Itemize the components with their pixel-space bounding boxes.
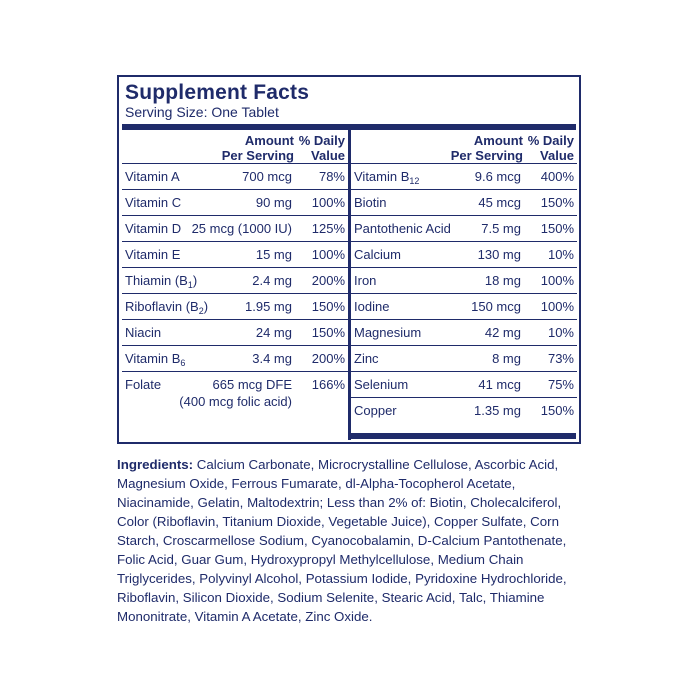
nutrient-row [122, 346, 348, 372]
nutrient-amount: 41 mcg [478, 377, 521, 392]
nutrient-name: Vitamin $B_6$ [125, 351, 186, 368]
nutrient-daily-value: 100% [540, 299, 574, 314]
nutrient-name: Thiamin $(B_1)$ [125, 273, 198, 290]
amount-header: Amount Per Serving [450, 133, 523, 163]
nutrient-row [122, 242, 348, 268]
nutrient-amount: 90 mg [255, 195, 292, 210]
nutrient-name: Calcium [354, 247, 401, 262]
nutrient-name: Copper [354, 403, 397, 418]
nutrient-row [351, 398, 577, 424]
nutrient-amount: 9.6 mcg [474, 169, 521, 184]
nutrient-daily-value: 200% [311, 351, 345, 366]
nutrient-daily-value: 100% [540, 273, 574, 288]
right-column-header [351, 130, 577, 164]
nutrient-row [122, 216, 348, 242]
nutrient-daily-value: 150% [311, 325, 345, 340]
supplement-facts-panel [117, 75, 581, 444]
nutrient-row [351, 190, 577, 216]
nutrient-amount: 665 mcg DFE [212, 377, 292, 392]
nutrient-daily-value: 78% [318, 169, 345, 184]
nutrient-daily-value: 150% [311, 299, 345, 314]
nutrient-amount: 130 mg [477, 247, 521, 262]
nutrient-amount: 3.4 mg [252, 351, 292, 366]
serving-size: Serving Size: One Tablet [125, 104, 279, 120]
nutrient-name: Vitamin A [125, 169, 180, 184]
nutrient-amount: 18 mg [484, 273, 521, 288]
nutrient-name: Folate [125, 377, 162, 392]
nutrient-row [351, 294, 577, 320]
nutrient-name: Magnesium [354, 325, 422, 340]
nutrient-amount: 24 mg [255, 325, 292, 340]
nutrient-amount-note: (400 mcg folic acid) [179, 394, 292, 409]
nutrient-amount: 45 mcg [478, 195, 521, 210]
nutrient-name: Iron [354, 273, 377, 288]
nutrient-row [351, 242, 577, 268]
nutrient-daily-value: 150% [540, 403, 574, 418]
nutrient-name: Riboflavin $(B_2)$ [125, 299, 209, 316]
nutrient-row [351, 268, 577, 294]
nutrient-name: Pantothenic Acid [354, 221, 451, 236]
nutrient-name: Vitamin C [125, 195, 182, 210]
nutrient-row [122, 294, 348, 320]
nutrient-row [122, 320, 348, 346]
nutrient-name: Iodine [354, 299, 390, 314]
nutrient-row [351, 164, 577, 190]
nutrient-amount: 1.35 mg [474, 403, 521, 418]
nutrient-row [122, 372, 348, 424]
nutrient-amount: 15 mg [255, 247, 292, 262]
nutrient-row [351, 320, 577, 346]
nutrient-amount: 2.4 mg [252, 273, 292, 288]
left-column [122, 130, 348, 438]
panel-title: Supplement Facts [125, 81, 310, 104]
nutrient-name: Selenium [354, 377, 409, 392]
daily-value-header: % Daily Value [298, 133, 345, 163]
right-column [351, 130, 577, 438]
daily-value-header: % Daily Value [527, 133, 574, 163]
nutrient-name: Vitamin $B_{12}$ [354, 169, 420, 186]
nutrient-row [351, 216, 577, 242]
nutrient-daily-value: 10% [547, 247, 574, 262]
nutrient-daily-value: 125% [311, 221, 345, 236]
nutrient-row [351, 372, 577, 398]
nutrient-amount: 25 mcg (1000 IU) [191, 221, 292, 236]
nutrient-amount: 8 mg [492, 351, 521, 366]
nutrient-row [122, 164, 348, 190]
nutrient-daily-value: 75% [547, 377, 574, 392]
nutrient-amount: 150 mcg [471, 299, 521, 314]
nutrient-daily-value: 10% [547, 325, 574, 340]
nutrient-row [351, 346, 577, 372]
amount-header: Amount Per Serving [221, 133, 294, 163]
nutrient-amount: 700 mcg [242, 169, 292, 184]
nutrient-name: Zinc [354, 351, 379, 366]
nutrient-amount: 7.5 mg [481, 221, 521, 236]
nutrient-amount: 1.95 mg [245, 299, 292, 314]
nutrient-daily-value: 400% [540, 169, 574, 184]
nutrient-name: Biotin [354, 195, 387, 210]
nutrient-daily-value: 150% [540, 221, 574, 236]
nutrient-daily-value: 200% [311, 273, 345, 288]
ingredients-list [117, 455, 587, 626]
nutrient-row [122, 268, 348, 294]
ingredients-label: Ingredients: [117, 457, 194, 472]
nutrient-name: Vitamin D [125, 221, 182, 236]
nutrient-daily-value: 100% [311, 247, 345, 262]
nutrient-name: Niacin [125, 325, 162, 340]
left-column-header [122, 130, 348, 164]
nutrient-row [122, 190, 348, 216]
footer-rule [350, 433, 576, 439]
nutrient-daily-value: 150% [540, 195, 574, 210]
nutrient-amount: 42 mg [484, 325, 521, 340]
ingredients-text: Calcium Carbonate, Microcrystalline Cellulose, Ascorbic Acid, Magnesium Oxide, Ferrous Fumarate, dl-Alpha-Tocopherol Acetate, Niacinamide, Gelatin, Maltodextrin; Less than 2% of: Biotin, Cholecalciferol, Color (Riboflavin, Titanium Dioxide, Vegetable Juice), Copper Sulfate, Corn Starch, Croscarmellose Sodium, Cyanocobalamin, D-Calcium Pantothenate, Folic Acid, Guar Gum, Hydroxypropyl Methylcellulose, Medium Chain Triglycerides, Polyvinyl Alcohol, Potassium Iodide, Pyridoxine Hydrochloride, Riboflavin, Silicon Dioxide, Sodium Selenite, Stearic Acid, Talc, Thiamine Mononitrate, Vitamin A Acetate, Zinc Oxide. [117, 457, 567, 624]
nutrient-daily-value: 166% [311, 377, 345, 392]
nutrient-daily-value: 73% [547, 351, 574, 366]
nutrient-name: Vitamin E [125, 247, 181, 262]
nutrient-daily-value: 100% [311, 195, 345, 210]
